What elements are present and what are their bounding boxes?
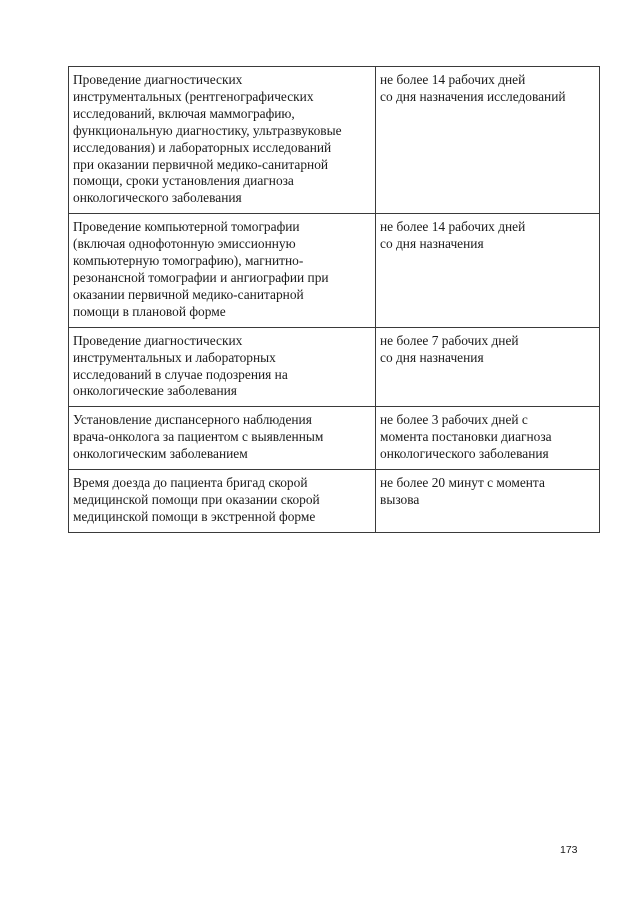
service-cell-line: медицинской помощи при оказании скорой [73, 491, 320, 507]
waiting-time-table [68, 66, 600, 533]
service-cell-line: Проведение диагностических [73, 332, 243, 348]
service-cell-line: резонансной томографии и ангиографии при [73, 269, 329, 285]
term-cell-line: со дня назначения [380, 236, 484, 252]
term-cell-line: не более 7 рабочих дней [380, 332, 519, 348]
table-row [69, 214, 600, 327]
term-cell-line: не более 20 минут с момента [380, 475, 545, 491]
service-cell [69, 470, 376, 533]
term-cell-line: со дня назначения [380, 349, 484, 365]
term-cell [376, 407, 600, 470]
service-cell-line: компьютерную томографию), магнитно- [73, 253, 304, 269]
service-cell-line: инструментальных (рентгенографических [73, 88, 314, 104]
service-cell-line: Проведение компьютерной томографии [73, 219, 300, 235]
service-cell-line: исследований, включая маммографию, [73, 105, 295, 121]
term-cell [376, 67, 600, 214]
service-cell [69, 214, 376, 327]
service-cell-line: исследования) и лабораторных исследований [73, 139, 332, 155]
term-cell-line: момента постановки диагноза [380, 429, 552, 445]
service-cell-line: помощи в плановой форме [73, 303, 226, 319]
table-row [69, 67, 600, 214]
service-cell-line: Установление диспансерного наблюдения [73, 412, 312, 428]
service-cell-line: Время доезда до пациента бригад скорой [73, 475, 308, 491]
table-row [69, 407, 600, 470]
service-cell-line: инструментальных и лабораторных [73, 349, 276, 365]
term-cell-line: не более 14 рабочих дней [380, 219, 526, 235]
term-cell-line: вызова [380, 491, 420, 507]
term-cell-line: не более 14 рабочих дней [380, 72, 526, 87]
service-cell-line: исследований в случае подозрения на [73, 366, 288, 382]
term-cell [376, 470, 600, 533]
term-cell-line: не более 3 рабочих дней с [380, 412, 528, 428]
service-cell [69, 407, 376, 470]
service-cell-line: при оказании первичной медико-санитарной [73, 156, 329, 172]
page-number: 173 [560, 844, 578, 856]
service-cell-line: функциональную диагностику, ультразвуковые [73, 122, 342, 138]
service-cell-line: онкологическим заболеванием [73, 446, 248, 462]
service-cell-line: медицинской помощи в экстренной форме [73, 508, 316, 524]
service-cell-line: оказании первичной медико-санитарной [73, 286, 304, 302]
service-cell [69, 67, 376, 214]
service-cell-line: Проведение диагностических [73, 72, 243, 87]
term-cell-line: со дня назначения исследований [380, 88, 566, 104]
service-cell-line: врача-онколога за пациентом с выявленным [73, 429, 324, 445]
term-cell [376, 214, 600, 327]
service-cell-line: (включая однофотонную эмиссионную [73, 236, 296, 252]
service-cell-line: онкологического заболевания [73, 190, 242, 206]
table-row [69, 470, 600, 533]
service-cell-line: помощи, сроки установления диагноза [73, 173, 294, 189]
table-row [69, 327, 600, 407]
term-cell [376, 327, 600, 407]
term-cell-line: онкологического заболевания [380, 446, 549, 462]
service-cell-line: онкологические заболевания [73, 383, 237, 399]
service-cell [69, 327, 376, 407]
